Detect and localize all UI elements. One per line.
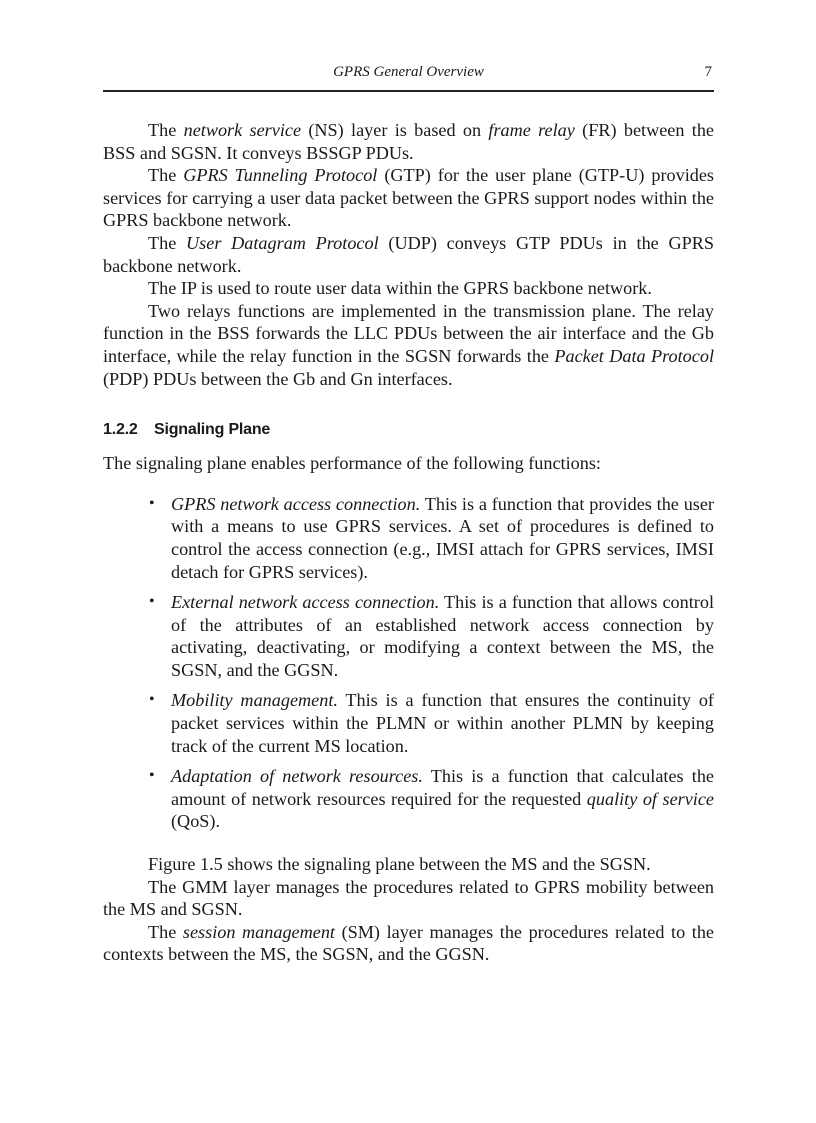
list-item-text: Adaptation of network resources. This is a function that calculates the amount of network resources required for the requested quality of service (QoS). [171,766,714,832]
paragraph: The IP is used to route user data within the GPRS backbone network. [148,278,652,299]
paragraph: The GMM layer manages the procedures related to GPRS mobility between the MS and SGSN. [103,876,714,920]
list-item [149,765,714,833]
page-header [103,64,714,88]
paragraph: The User Datagram Protocol (UDP) conveys GTP PDUs in the GPRS backbone network. [103,232,714,276]
list-item [149,493,714,583]
running-title: GPRS General Overview [333,64,484,80]
paragraphs-transmission-plane [103,119,714,390]
bullet-icon: • [149,767,155,785]
page-body [103,119,714,966]
paragraphs-signaling-plane [103,853,714,966]
paragraph: Figure 1.5 shows the signaling plane between the MS and the SGSN. [148,854,651,875]
function-list [103,493,714,833]
list-item-text: Mobility management. This is a function that ensures the continuity of packet services within the PLMN or within another PLMN by keeping track of the current MS location. [171,690,714,756]
list-item [149,591,715,681]
section-title: Signaling Plane [154,421,271,439]
paragraph: The session management (SM) layer manages the procedures related to the contexts between the MS, the SGSN, and the GGSN. [103,921,715,965]
bullet-icon: • [149,494,155,512]
list-item [149,689,714,757]
section-number: 1.2.2 [103,421,138,439]
header-rule [103,90,714,92]
list-item-text: GPRS network access connection. This is a function that provides the user with a means to use GPRS services. A set of procedures is defined to control the access connection (e.g., IMSI attach for GPRS services, IMSI detach for GPRS services). [171,493,714,582]
paragraph: The network service (NS) layer is based on frame relay (FR) between the BSS and SGSN. It conveys BSSGP PDUs. [103,120,714,163]
bullet-icon: • [149,593,155,611]
section-heading [103,420,714,440]
section-intro: The signaling plane enables performance of the following functions: [103,453,601,474]
bullet-icon: • [149,691,155,709]
paragraph: Two relays functions are implemented in the transmission plane. The relay function in the BSS forwards the LLC PDUs between the air interface and the Gb interface, while the relay function in the SGSN forwards the Packet Data Protocol (PDP) PDUs between the Gb and Gn interfaces. [103,300,714,389]
paragraph: The GPRS Tunneling Protocol (GTP) for the user plane (GTP-U) provides services for carrying a user data packet between the GPRS support nodes within the GPRS backbone network. [103,165,714,231]
page-number: 7 [704,64,712,80]
list-item-text: External network access connection. This is a function that allows control of the attributes of an established network access connection by activating, deactivating, or modifying a context between the MS, the SGSN, and the GGSN. [171,592,715,680]
